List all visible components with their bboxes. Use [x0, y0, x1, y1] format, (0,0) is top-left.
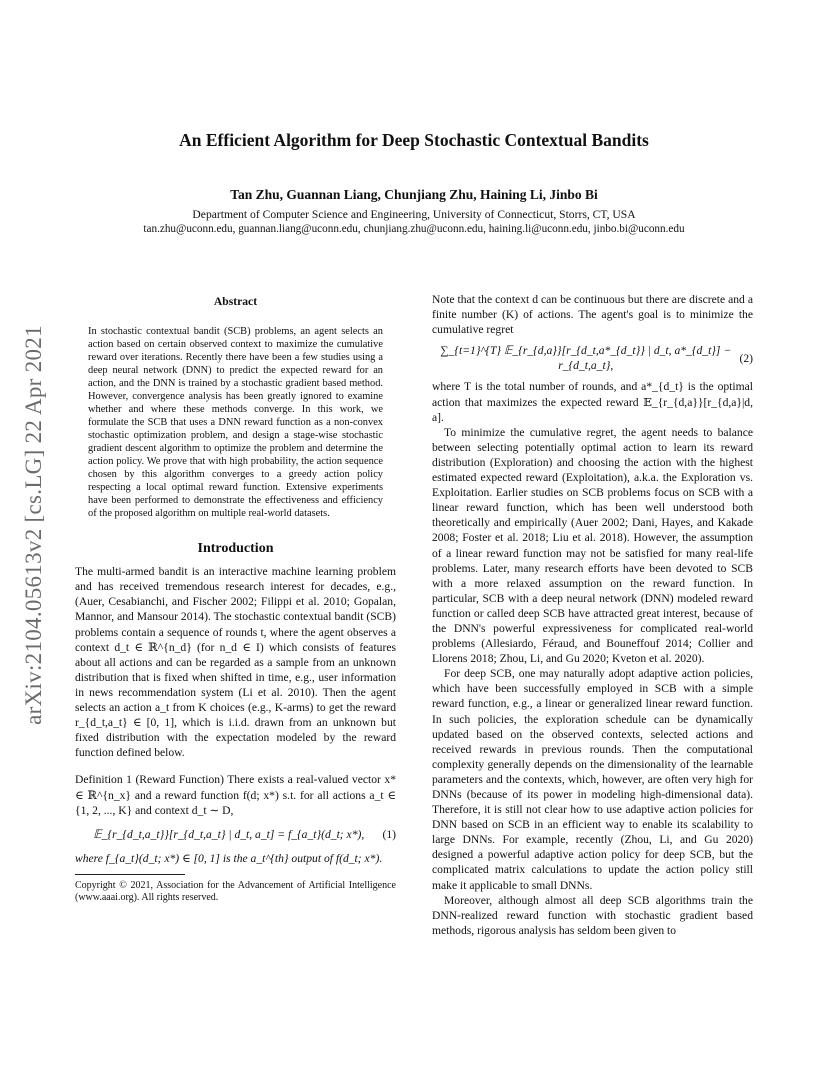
right-paragraph-2: where T is the total number of rounds, and a*_{d_t} is the optimal action that maximizes the expected reward 𝔼_{r_{d,a}}[r_{d,a}|d, a]. [432, 380, 753, 424]
right-paragraph-1: Note that the context d can be continuous but there are discrete and a finite number (K) of actions. The agent's goal is to minimize the cumulative regret [432, 293, 753, 337]
paper-affiliation: Department of Computer Science and Engineering, University of Connecticut, Storrs, CT, USA [192, 208, 636, 221]
equation-2 [432, 343, 753, 373]
equation-1-body: 𝔼_{r_{d_t,a_t}}[r_{d_t,a_t} | d_t, a_t] = f_{a_t}(d_t; x*), [93, 827, 365, 841]
paper-title: An Efficient Algorithm for Deep Stochastic Contextual Bandits [179, 130, 649, 150]
equation-1 [75, 827, 396, 842]
paper-emails: tan.zhu@uconn.edu, guannan.liang@uconn.edu, chunjiang.zhu@uconn.edu, haining.li@uconn.edu, jinbo.bi@uconn.edu [143, 223, 685, 235]
equation-2-number: (2) [739, 351, 753, 365]
copyright-footnote: Copyright © 2021, Association for the Advancement of Artificial Intelligence (www.aaai.org). All rights reserved. [75, 879, 396, 904]
definition-1: Definition 1 (Reward Function) There exists a real-valued vector x* ∈ ℝ^{n_x} and a reward function f(d; x*) s.t. for all actions a_t ∈ {1, 2, ..., K} and context d_t ∼ D, [75, 773, 396, 817]
definition-1-tail: where f_{a_t}(d_t; x*) ∈ [0, 1] is the a_t^{th} output of f(d_t; x*). [75, 851, 383, 865]
arxiv-identifier-text: arXiv:2104.05613v2 [cs.LG] 22 Apr 2021 [21, 325, 46, 725]
right-paragraph-3: To minimize the cumulative regret, the agent needs to balance between selecting potentially optimal action to learn its reward distribution (Exploration) and choosing the action with the highest estimated expected reward (Exploitation), a.k.a. the Exploration vs. Exploitation. Earlier studies on SCB problems focus on SCB with a linear reward function, which has been well understood both theoretically and empirically (Auer 2002; Dani, Hayes, and Kakade 2008; Foster et al. 2018; Liu et al. 2018). However, the assumption of a linear reward function may not be satisfied for many real-life problems. Later, many research efforts have been devoted to SCB with a more relaxed assumption on the reward function. In particular, SCB with a deep neural network (DNN) modeled reward function or called deep SCB have attracted great interest, because of the DNN's powerful expressiveness for complicated real-world problems (Allesiardo, Féraud, and Bouneffouf 2014; Collier and Llorens 2018; Zhou, Li, and Gu 2020; Kveton et al. 2020). [432, 425, 753, 666]
left-column [75, 292, 396, 905]
abstract-text: In stochastic contextual bandit (SCB) problems, an agent selects an action based on certain observed context to maximize the cumulative reward over iterations. Recently there have been a few studies using a deep neural network (DNN) to predict the expected reward for an action, and the DNN is trained by a stochastic gradient based method. However, convergence analysis has been greatly ignored to examine whether and where these methods converge. In this work, we formulate the SCB that uses a DNN reward function as a non-convex stochastic optimization problem, and design a stage-wise stochastic gradient descent algorithm to optimize the problem and determine the action policy. We prove that with high probability, the action sequence chosen by this algorithm converges to a greedy action policy respecting a local optimal reward function. Extensive experiments have been performed to demonstrate the effectiveness and efficiency of the proposed algorithm on multiple real-world datasets. [88, 326, 383, 520]
equation-1-number: (1) [382, 827, 396, 841]
right-column [432, 292, 753, 938]
right-paragraph-5: Moreover, although almost all deep SCB algorithms train the DNN-realized reward function with stochastic gradient based methods, rigorous analysis has seldom been given to [432, 893, 753, 937]
abstract-heading: Abstract [213, 295, 258, 308]
right-paragraph-4: For deep SCB, one may naturally adopt adaptive action policies, which have been successfully employed in SCB with a simple reward function, e.g., a linear or generalized linear reward function. In such policies, the exploration schedule can be dynamically updated based on the observed contexts, selected actions and received rewards in previous rounds. Then the computational complexity generally depends on the dimensionality of the learnable parameters and the contexts, which, however, are often very high for DNNs (because of its power in modeling high-dimensional data). Therefore, it is still not clear how to use adaptive action policies for DNN based on SCB in an efficient way to enable its scalability to large DNNs. For example, recently (Zhou, Li, and Gu 2020) designed a powerful adaptive action policy for deep SCB, but the complicated matrix calculations to update the action policy still make it applicable to small DNNs. [432, 667, 753, 892]
paper-authors: Tan Zhu, Guannan Liang, Chunjiang Zhu, Haining Li, Jinbo Bi [230, 187, 598, 202]
equation-2-body: ∑_{t=1}^{T} 𝔼_{r_{d,a}}[r_{d_t,a*_{d_t}} | d_t, a*_{d_t}] − r_{d_t,a_t}, [440, 344, 732, 373]
introduction-heading: Introduction [197, 541, 274, 557]
arxiv-identifier [14, 275, 54, 775]
intro-paragraph-1: The multi-armed bandit is an interactive machine learning problem and has received tremendous research interest for decades, e.g., (Auer, Cesabianchi, and Fischer 2002; Filippi et al. 2010; Gopalan, Mannor, and Mansour 2014). The stochastic contextual bandit (SCB) problems contain a sequence of rounds t, where the agent observes a context d_t ∈ ℝ^{n_d} (for n_d ∈ I) which consists of features about all actions and can be regarded as a sample from an unknown distribution that is fixed when shifted in time, e.g., user information in news recommendation system (Li et al. 2010). Then the agent selects an action a_t from K choices (e.g., K-arms) to get the reward r_{d_t,a_t} ∈ [0, 1], which is i.i.d. drawn from an unknown but fixed distribution with the expectation modeled by the reward function defined below. [75, 565, 396, 760]
